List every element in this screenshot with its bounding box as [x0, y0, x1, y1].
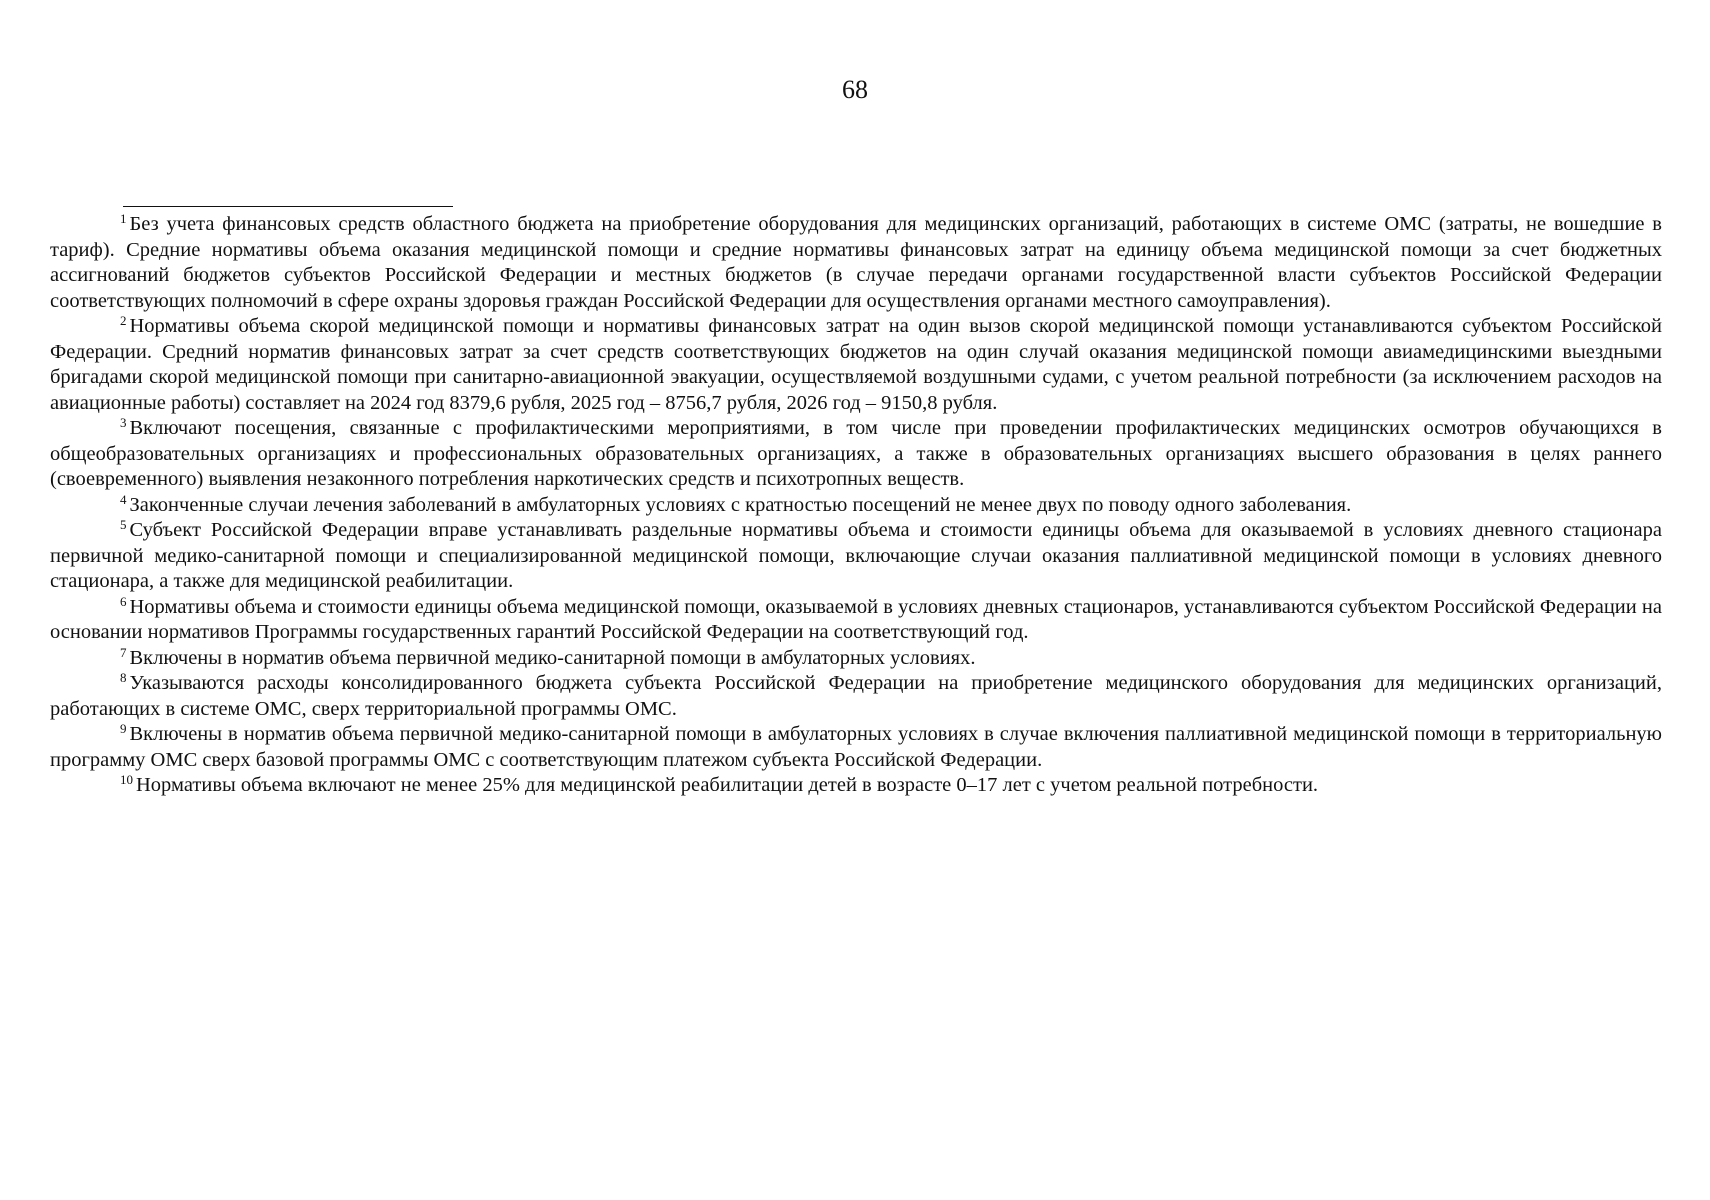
footnote-text: Нормативы объема скорой медицинской помощи и нормативы финансовых затрат на один вызов скорой медицинской помощи устанавливаются субъектом Российской Федерации. Средний норматив финансовых затрат за счет средств соответствующих бюджетов на один случай оказания медицинской помощи авиамедицинскими выездными бригадами скорой медицинской помощи при санитарно-авиационной эвакуации, осуществляемой воздушными судами, с учетом реальной потребности (за исключением расходов на авиационные работы) составляет на 2024 год 8379,6 рубля, 2025 год – 8756,7 рубля, 2026 год – 9150,8 рубля.: [50, 315, 1662, 414]
footnote-mark: 10: [120, 772, 133, 787]
footnote-text: Без учета финансовых средств областного бюджета на приобретение оборудования для медицинских организаций, работающих в системе ОМС (затраты, не вошедшие в тариф). Средние нормативы объема оказания медицинской помощи и средние нормативы финансовых затрат на единицу объема медицинской помощи за счет бюджетных ассигнований бюджетов субъектов Российской Федерации и местных бюджетов (в случае передачи органами государственной власти субъектов Российской Федерации соответствующих полномочий в сфере охраны здоровья граждан Российской Федерации для осуществления органами местного самоуправления).: [50, 213, 1662, 312]
footnote-mark: 5: [120, 517, 127, 532]
page-number: 68: [842, 75, 868, 104]
footnote-7: [50, 646, 1662, 672]
footnote-5: [50, 518, 1662, 595]
footnote-text: Субъект Российской Федерации вправе устанавливать раздельные нормативы объема и стоимости единицы объема для оказываемой в условиях дневного стационара первичной медико-санитарной помощи и специализированной медицинской помощи, включающие случаи оказания паллиативной медицинской помощи в условиях дневного стационара, а также для медицинской реабилитации.: [50, 519, 1662, 592]
footnote-4: [50, 493, 1662, 519]
footnote-mark: 2: [120, 313, 127, 328]
footnote-mark: 9: [120, 721, 127, 736]
footnote-text: Нормативы объема и стоимости единицы объема медицинской помощи, оказываемой в условиях дневных стационаров, устанавливаются субъектом Российской Федерации на основании нормативов Программы государственных гарантий Российской Федерации на соответствующий год.: [50, 595, 1662, 643]
footnote-text: Включены в норматив объема первичной медико-санитарной помощи в амбулаторных условиях в случае включения паллиативной медицинской помощи в территориальную программу ОМС сверх базовой программы ОМС с соответствующим платежом субъекта Российской Федерации.: [50, 723, 1662, 771]
footnote-3: [50, 416, 1662, 493]
footnote-2: [50, 314, 1662, 416]
footnote-mark: 8: [120, 670, 127, 685]
footnote-mark: 4: [120, 491, 127, 507]
footnote-9: [50, 722, 1662, 773]
footnote-mark: 7: [120, 644, 127, 660]
footnote-6: [50, 595, 1662, 646]
footnote-mark: 6: [120, 593, 127, 609]
footnote-10: [50, 773, 1662, 799]
footnote-text: Указываются расходы консолидированного бюджета субъекта Российской Федерации на приобретение медицинского оборудования для медицинских организаций, работающих в системе ОМС, сверх территориальной программы ОМС.: [50, 672, 1662, 720]
footnote-text: Законченные случаи лечения заболеваний в амбулаторных условиях с кратностью посещений не менее двух по поводу одного заболевания.: [129, 493, 1352, 516]
footnote-mark: 1: [120, 211, 127, 226]
footnote-1: [50, 212, 1662, 314]
footnote-mark: 3: [120, 415, 127, 430]
footnotes-section: [50, 212, 1662, 799]
footnote-8: [50, 671, 1662, 722]
footnote-text: Включают посещения, связанные с профилактическими мероприятиями, в том числе при проведении профилактических медицинских осмотров обучающихся в общеобразовательных организациях и профессиональных образовательных организациях, а также в образовательных организациях высшего образования в целях раннего (своевременного) выявления незаконного потребления наркотических средств и психотропных веществ.: [50, 417, 1662, 490]
footnote-text: Включены в норматив объема первичной медико-санитарной помощи в амбулаторных условиях.: [129, 646, 976, 669]
footnote-text: Нормативы объема включают не менее 25% для медицинской реабилитации детей в возрасте 0–17 лет с учетом реальной потребности.: [136, 774, 1319, 796]
footnote-separator: [123, 206, 453, 207]
